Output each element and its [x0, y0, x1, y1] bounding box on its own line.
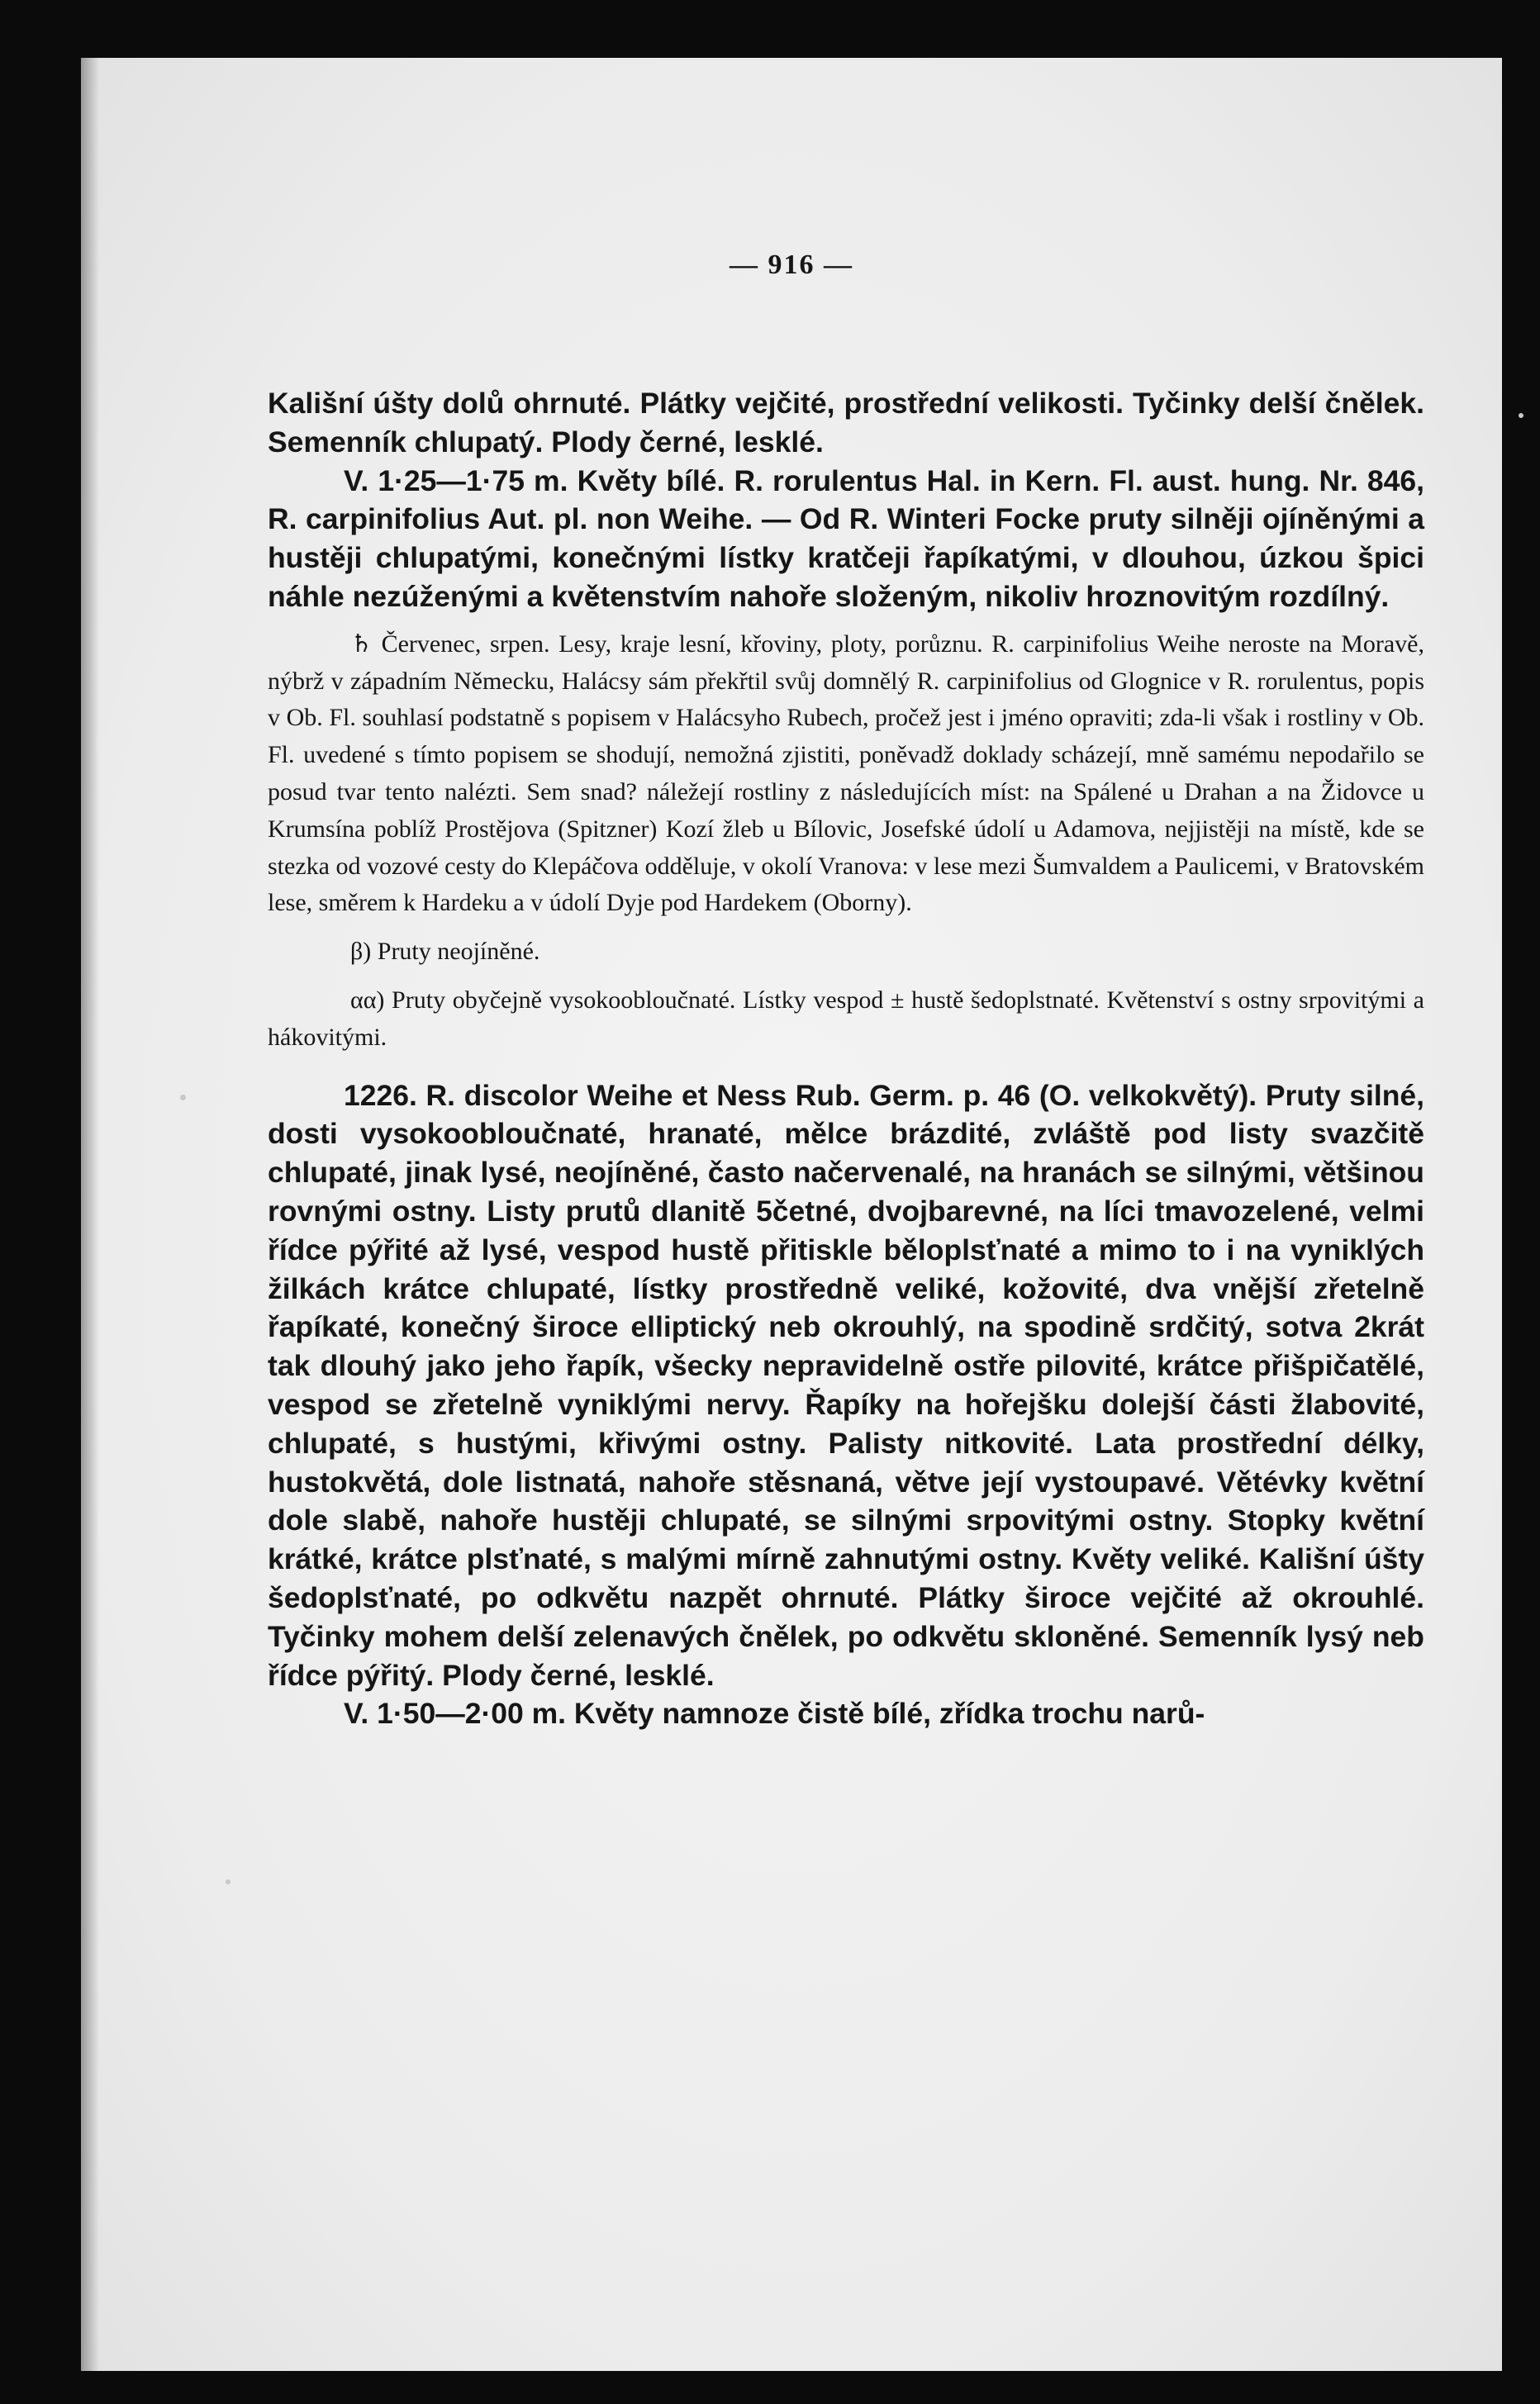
species-description: Rub. Germ. p. 46 (O. velkokvětý). Pruty silné, dosti vysokoobloučnaté, hranaté, mělce brázdité, zvláště pod listy svazčitě chlupaté, jinak lysé, neojíněné, často načervenalé, na hranách se silnými, většinou rovnými ostny. Listy prutů dlanitě 5četné, dvojbarevné, na líci tmavozelené, velmi řídce pýřité až lysé, vespod hustě přitiskle běloplsťnaté a mimo to i na vyniklých žilkách krátce chlupaté, lístky prostředně veliké, kožovité, dva vnější zřetelně řapíkaté, konečný široce elliptický neb okrouhlý, na spodině srdčitý, sotva 2krát tak dlouhý jako jeho řapík, všecky nepravidelně ostře pilovité, krátce přišpičatělé, vespod se zřetelně vyniklými nervy. Řapíky na hořejšku dolejší části žlabovité, chlupaté, s hustými, křivými ostny. Palisty nitkovité. Lata prostřední délky, hustokvětá, dole listnatá, nahoře stěsnaná, větve její vystoupavé. Větévky květní dole slabě, nahoře hustěji chlupaté, se silnými srpovitými ostny. Stopky květní krátké, krátce plsťnaté, s malými mírně zahnutými ostny. Květy veliké. Kališní úšty šedoplsťnaté, po odkvětu nazpět ohrnuté. Plátky široce vejčité až okrouhlé. Tyčinky mohem delší zelenavých čnělek, po odkvětu skloněné. Semenník lysý neb řídce pýřitý. Plody černé, lesklé. [268, 1078, 1424, 1692]
paragraph-calyx: Kališní úšty dolů ohrnuté. Plátky vejčité, prostřední velikosti. Tyčinky delší čnělek. Semenník chlupatý. Plody černé, lesklé. [268, 387, 1424, 458]
scanned-page [81, 58, 1502, 2371]
paragraph-species-1226 [268, 1076, 1424, 1695]
speck [180, 1095, 186, 1100]
page-shadow-edge [81, 58, 99, 2371]
paragraph-alpha-alpha: αα) Pruty obyčejně vysokoobloučnaté. Lístky vespod ± hustě šedoplstnaté. Květenství s ostny srpovitými a hákovitými. [268, 986, 1424, 1051]
paragraph-beta: β) Pruty neojíněné. [350, 938, 540, 966]
paragraph-height-flowers: V. 1·25—1·75 m. Květy bílé. R. rorulentus Hal. in Kern. Fl. aust. hung. Nr. 846, R. carpinifolius Aut. pl. non Weihe. — Od R. Winteri Focke pruty silněji ojíněnými a hustěji chlupatými, konečnými lístky kratčeji řapíkatými, v dlouhou, úzkou špici náhle nezúženými a květenstvím nahoře složeným, nikoliv hroznovitým rozdílný. [268, 463, 1424, 613]
page-body [268, 384, 1424, 1733]
page-number: — 916 — [730, 249, 853, 280]
speck [226, 1879, 231, 1884]
species-heading: 1226. R. discolor Weihe et Ness [344, 1078, 787, 1112]
paragraph-height-flowers-2: V. 1·50—2·00 m. Květy namnoze čistě bílé, zřídka trochu narů- [344, 1697, 1205, 1731]
paragraph-distribution: ♄ Červenec, srpen. Lesy, kraje lesní, křoviny, ploty, porůznu. R. carpinifolius Weihe neroste na Moravě, nýbrž v západním Německu, Halácsy sám překřtil svůj domnělý R. carpinifolius od Glognice v R. rorulentus, popis v Ob. Fl. souhlasí podstatně s popisem v Halácsyho Rubech, pročež jest i jméno opraviti; zda-li však i rostliny v Ob. Fl. uvedené s tímto popisem se shodují, nemožná zjistiti, poněvadž doklady scházejí, mně samému nepodařilo se posud tvar tento nalézti. Sem snad? náležejí rostliny z následujících míst: na Spálené u Drahan a na Židovce u Krumsína poblíž Prostějova (Spitzner) Kozí žleb u Bílovic, Josefské údolí u Adamova, nejjistěji na místě, kde se stezka od vozové cesty do Klepáčova odděluje, v okolí Vranova: v lese mezi Šumvaldem a Paulicemi, v Bratovském lese, směrem k Hardeku a v údolí Dyje pod Hardekem (Oborny). [268, 630, 1424, 917]
speck [1519, 413, 1523, 418]
